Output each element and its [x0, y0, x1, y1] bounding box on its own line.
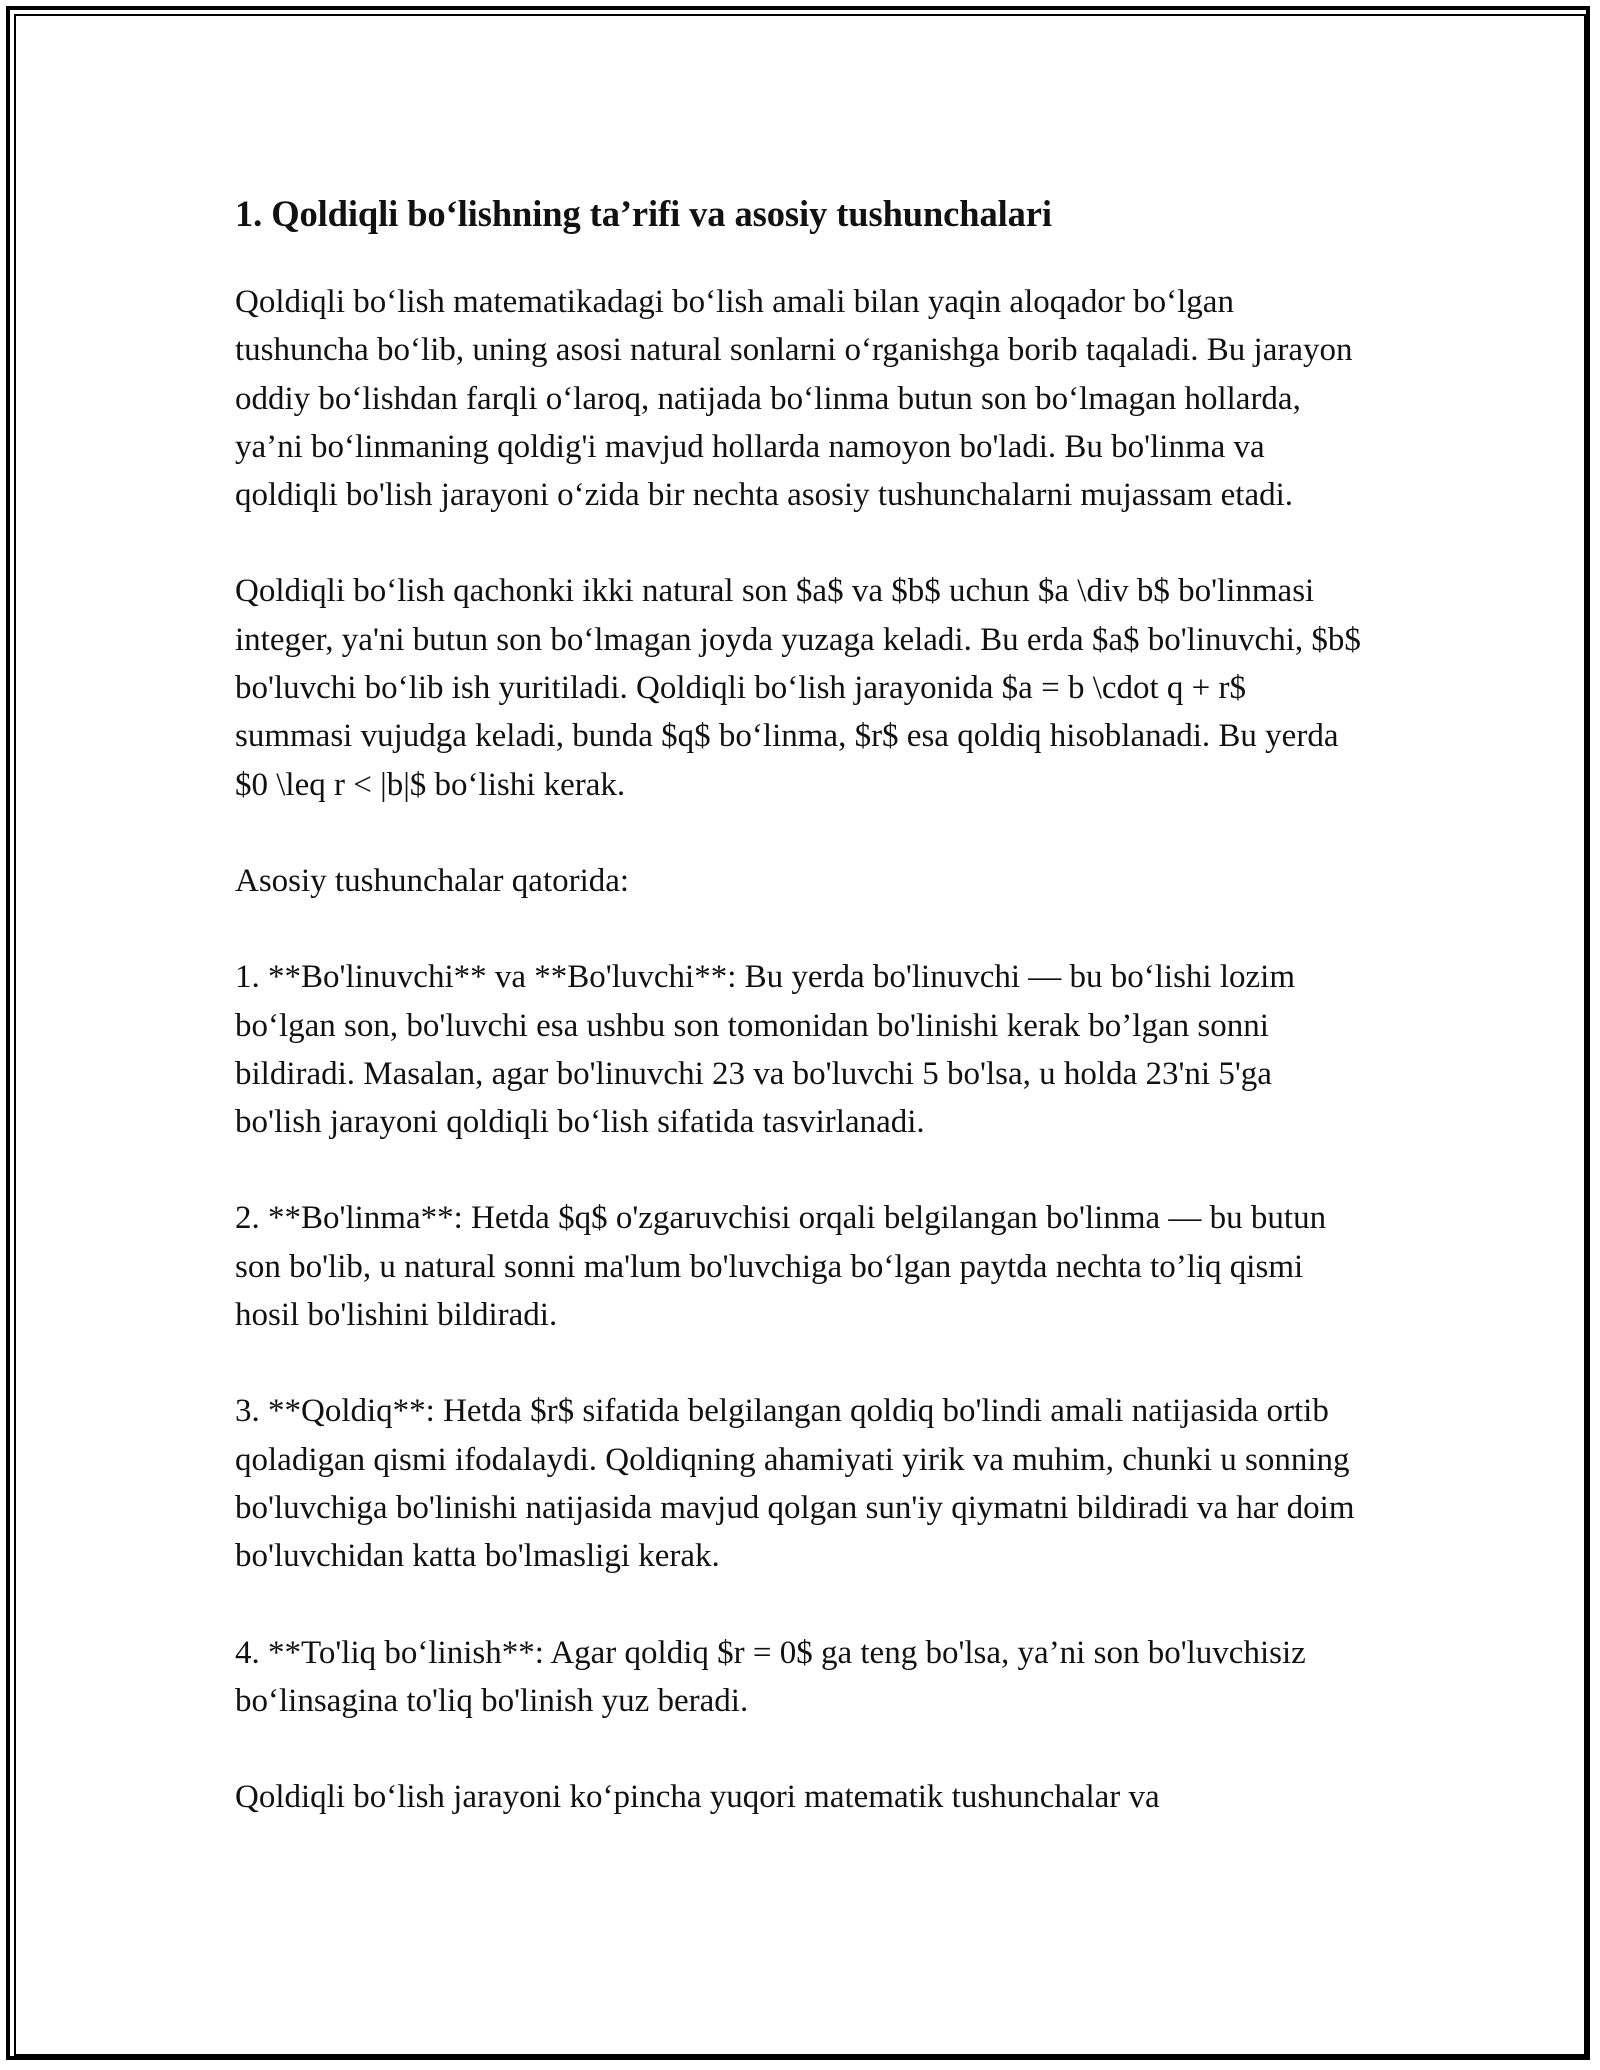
- list-item-quotient: 2. **Bo'linma**: Hetda $q$ o'zgaruvchisi orqali belgilangan bo'linma — bu butun son bo'lib, u natural sonni ma'lum bo'luvchiga bo‘lgan paytda nechta to’liq qismi hosil bo'lishini bildiradi.: [235, 1200, 1327, 1334]
- paragraph-closing: Qoldiqli bo‘lish jarayoni ko‘pincha yuqori matematik tushunchalar va: [235, 1779, 1160, 1816]
- list-item-exact-division: 4. **To'liq bo‘linish**: Agar qoldiq $r = 0$ ga teng bo'lsa, ya’ni son bo'luvchisiz bo‘linsagina to'liq bo'linish yuz beradi.: [235, 1634, 1306, 1719]
- list-item-remainder: 3. **Qoldiq**: Hetda $r$ sifatida belgilangan qoldiq bo'lindi amali natijasida ortib qoladigan qismi ifodalaydi. Qoldiqning ahamiyati yirik va muhim, chunki u sonning bo'luvchiga bo'linishi natijasida mavjud qolgan sun'iy qiymatni bildiradi va har doim bo'luvchidan katta bo'lmasligi kerak.: [235, 1393, 1355, 1575]
- paragraph-intro: Qoldiqli bo‘lish matematikadagi bo‘lish amali bilan yaqin aloqador bo‘lgan tushuncha bo‘lib, uning asosi natural sonlarni o‘rganishga borib taqaladi. Bu jarayon oddiy bo‘lishdan farqli o‘laroq, natijada bo‘linma butun son bo‘lmagan hollarda, ya’ni bo‘linmaning qoldig'i mavjud hollarda namoyon bo'ladi. Bu bo'linma va qoldiqli bo'lish jarayoni o‘zida bir nechta asosiy tushunchalarni mujassam etadi.: [235, 284, 1353, 514]
- paragraph-definition: Qoldiqli bo‘lish qachonki ikki natural son $a$ va $b$ uchun $a \div b$ bo'linmasi integer, ya'ni butun son bo‘lmagan joyda yuzaga keladi. Bu erda $a$ bo'linuvchi, $b$ bo'luvchi bo‘lib ish yuritiladi. Qoldiqli bo‘lish jarayonida $a = b \cdot q + r$ summasi vujudga keladi, bunda $q$ bo‘linma, $r$ esa qoldiq hisoblanadi. Bu yerda $0 \leq r < |b|$ bo‘lishi kerak.: [235, 573, 1361, 803]
- section-heading: 1. Qoldiqli bo‘lishning ta’rifi va asosiy tushunchalari: [235, 193, 1052, 234]
- paragraph-concepts-intro: Asosiy tushunchalar qatorida:: [235, 862, 630, 899]
- list-item-dividend-divisor: 1. **Bo'linuvchi** va **Bo'luvchi**: Bu yerda bo'linuvchi — bu bo‘lishi lozim bo‘lgan son, bo'luvchi esa ushbu son tomonidan bo'linishi kerak bo’lgan sonni bildiradi. Masalan, agar bo'linuvchi 23 va bo'luvchi 5 bo'lsa, u holda 23'ni 5'ga bo'lish jarayoni qoldiqli bo‘lish sifatida tasvirlanadi.: [235, 959, 1295, 1141]
- document-body: [235, 186, 1365, 1869]
